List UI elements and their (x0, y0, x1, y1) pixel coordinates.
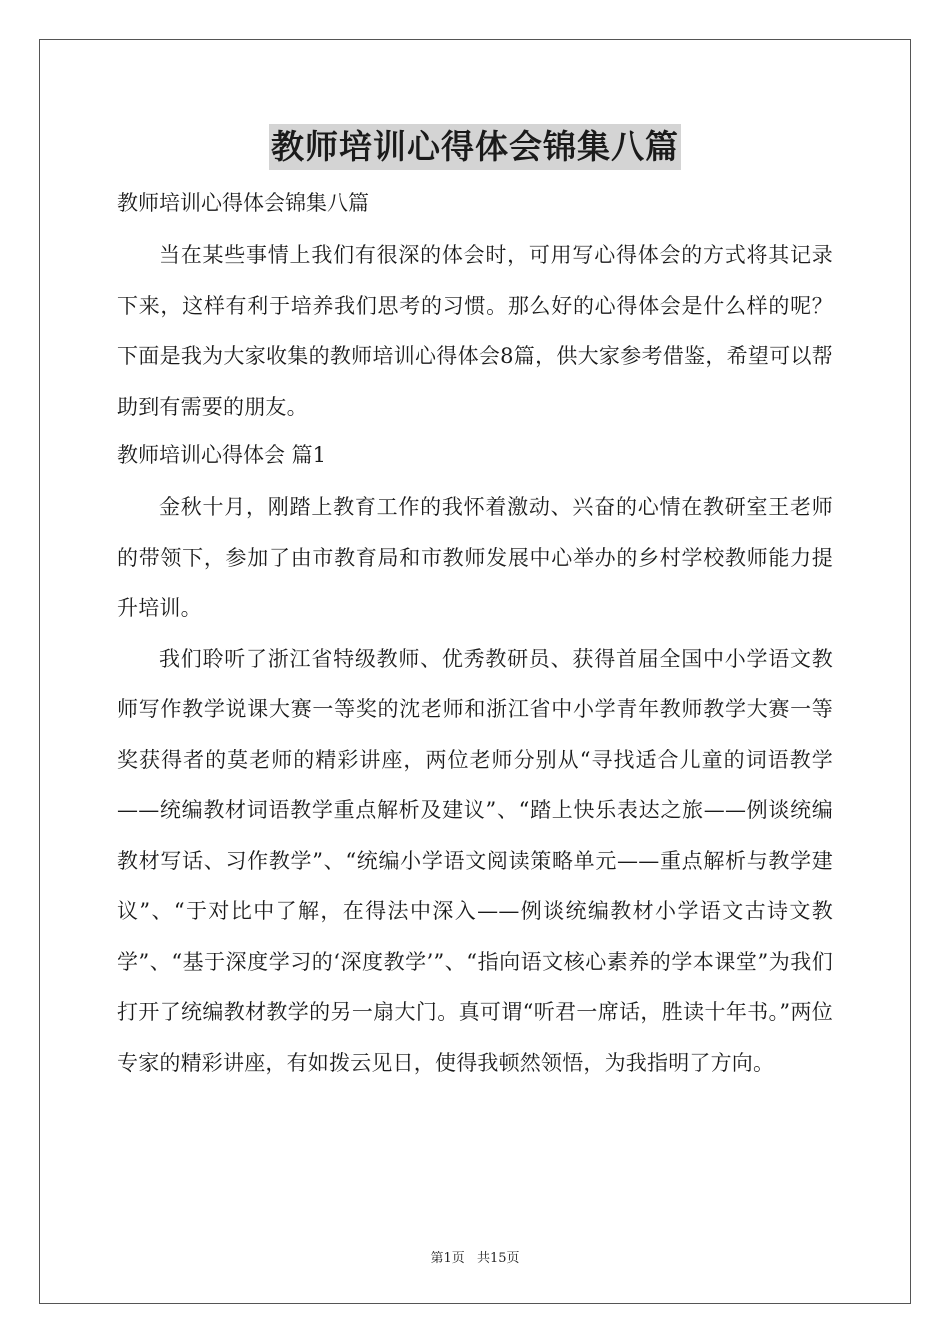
document-title: 教师培训心得体会锦集八篇 (269, 124, 681, 170)
total-pages: 共15页 (476, 1251, 520, 1266)
section-paragraph: 金秋十月，刚踏上教育工作的我怀着激动、兴奋的心情在教研室王老师的带领下，参加了由市教育局和市教师发展中心举办的乡村学校教师能力提升培训。 (117, 495, 833, 620)
page-footer (0, 1247, 950, 1266)
page-number: 第1页 (430, 1251, 465, 1266)
document-subtitle: 教师培训心得体会锦集八篇 (117, 191, 369, 215)
intro-paragraph: 当在某些事情上我们有很深的体会时，可用写心得体会的方式将其记录下来，这样有利于培养我们思考的习惯。那么好的心得体会是什么样的呢？下面是我为大家收集的教师培训心得体会8篇，供大家参考借鉴，希望可以帮助到有需要的朋友。 (117, 243, 833, 419)
document-body (117, 124, 833, 1088)
section-heading: 教师培训心得体会 篇1 (117, 443, 327, 467)
title-wrap (117, 124, 833, 174)
section-paragraph: 我们聆听了浙江省特级教师、优秀教研员、获得首届全国中小学语文教师写作教学说课大赛一等奖的沈老师和浙江省中小学青年教师教学大赛一等奖获得者的莫老师的精彩讲座，两位老师分别从“寻找适合儿童的词语教学——统编教材词语教学重点解析及建议”、“踏上快乐表达之旅——例谈统编教材写话、习作教学”、“统编小学语文阅读策略单元——重点解析与教学建议”、“于对比中了解，在得法中深入——例谈统编教材小学语文古诗文教学”、“基于深度学习的‘深度教学’”、“指向语文核心素养的学本课堂”为我们打开了统编教材教学的另一扇大门。真可谓“听君一席话，胜读十年书。”两位专家的精彩讲座，有如拨云见日，使得我顿然领悟，为我指明了方向。 (117, 646, 833, 1075)
